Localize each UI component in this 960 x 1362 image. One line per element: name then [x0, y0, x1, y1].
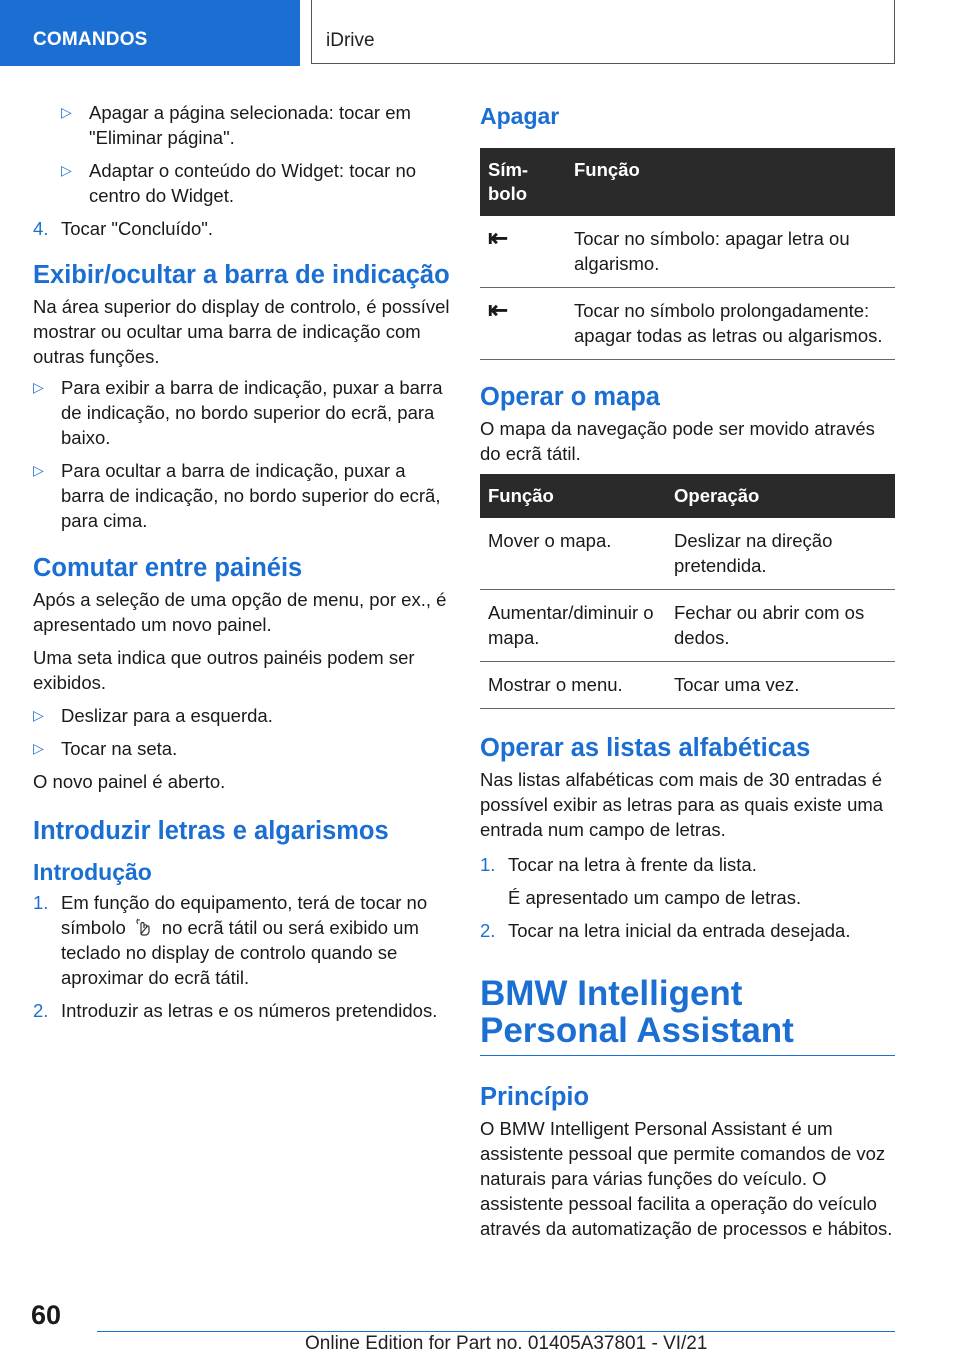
paragraph: O mapa da navegação pode ser movido através do ecrã tátil. — [480, 418, 875, 464]
list-item: 2. Introduzir as letras e os números pretendidos. — [33, 1000, 438, 1021]
page-number: 60 — [31, 1300, 62, 1330]
paragraph: Na área superior do display de controlo, é possível mostrar ou ocultar uma barra de indicação com outras funções. — [33, 296, 450, 367]
list-item: 2. Tocar na letra inicial da entrada desejada. — [480, 920, 851, 941]
step-result: É apresentado um campo de letras. — [508, 887, 802, 908]
backspace-icon: ⇤ — [480, 216, 566, 288]
list-item: ▷ Adaptar o conteúdo do Widget: tocar no centro do Widget. — [61, 160, 417, 206]
section-tab — [0, 0, 300, 66]
list-item: ▷ Para ocultar a barra de indicação, puxar a barra de indicação, no bordo superior do ecrã, para cima. — [33, 460, 441, 531]
backspace-icon: ⇤ — [480, 288, 566, 360]
list-item: 1. Em função do equipamento, terá de tocar no símbolo no ecrã tátil ou será exibido um teclado no display de controlo quando se aproximar do ecrã tátil. — [33, 892, 428, 988]
chapter-title: iDrive — [326, 30, 375, 51]
paragraph: O novo painel é aberto. — [33, 771, 226, 792]
list-item: 4. Tocar "Concluído". — [33, 218, 213, 239]
table-header: Função — [566, 148, 895, 216]
list-item: ▷ Tocar na seta. — [33, 738, 178, 759]
section-heading: Introduzir letras e algarismos — [33, 817, 389, 845]
section-heading: Apagar — [480, 103, 560, 129]
paragraph: Após a seleção de uma opção de menu, por ex., é apresentado um novo painel. — [33, 589, 447, 635]
chapter-tab — [311, 0, 895, 64]
section-heading: Exibir/ocultar a barra de indicação — [33, 261, 450, 289]
table-row: Mover o mapa. Deslizar na direção pretendida. — [480, 518, 895, 590]
section-heading: Operar o mapa — [480, 383, 660, 411]
left-column — [33, 100, 451, 1023]
table-row: ⇤ Tocar no símbolo: apagar letra ou algarismo. — [480, 216, 895, 288]
paragraph: Nas listas alfabéticas com mais de 30 entradas é possível exibir as letras para as quais existe uma entrada num campo de letras. — [480, 769, 884, 840]
subsection-heading: Introdução — [33, 859, 152, 885]
list-item: ▷ Deslizar para a esquerda. — [33, 705, 273, 726]
table-header: Função — [480, 474, 666, 518]
table-row: Aumentar/diminuir o mapa. Fechar ou abrir com os dedos. — [480, 590, 895, 662]
table-header: Sím-bolo — [480, 148, 566, 216]
table-row: Mostrar o menu. Tocar uma vez. — [480, 662, 895, 709]
table-header: Operação — [666, 474, 895, 518]
mapa-table — [480, 474, 895, 709]
triangle-bullet-icon: ▷ — [33, 379, 44, 395]
section-title: COMANDOS — [33, 29, 148, 50]
section-heading: Princípio — [480, 1083, 590, 1111]
footer-divider — [97, 1331, 895, 1332]
touch-hand-icon — [134, 917, 154, 937]
right-column — [480, 100, 895, 1241]
list-item: ▷ Para exibir a barra de indicação, puxar a barra de indicação, no bordo superior do ecrã, para baixo. — [33, 377, 443, 448]
paragraph: Uma seta indica que outros painéis podem ser exibidos. — [33, 647, 415, 693]
section-heading: Operar as listas alfabéticas — [480, 734, 811, 762]
paragraph: O BMW Intelligent Personal Assistant é um assistente pessoal que permite comandos de voz naturais para várias funções do veículo. O assistente pessoal facilita a operação do veículo através da automatização de processos e hábitos. — [480, 1118, 893, 1239]
triangle-bullet-icon: ▷ — [33, 707, 44, 723]
list-item: ▷ Apagar a página selecionada: tocar em "Eliminar página". — [61, 102, 411, 148]
triangle-bullet-icon: ▷ — [33, 740, 44, 756]
triangle-bullet-icon: ▷ — [61, 104, 72, 120]
table-row: ⇤ Tocar no símbolo prolongadamente: apagar todas as letras ou algarismos. — [480, 288, 895, 360]
triangle-bullet-icon: ▷ — [61, 162, 72, 178]
apagar-table — [480, 148, 895, 360]
chapter-heading-block — [480, 975, 895, 1056]
triangle-bullet-icon: ▷ — [33, 462, 44, 478]
section-heading: Comutar entre painéis — [33, 554, 303, 582]
chapter-heading: BMW Intelligent Personal Assistant — [480, 974, 794, 1050]
list-item: 1. Tocar na letra à frente da lista. — [480, 854, 757, 875]
edition-footer: Online Edition for Part no. 01405A37801 - VI/21 — [305, 1333, 708, 1354]
